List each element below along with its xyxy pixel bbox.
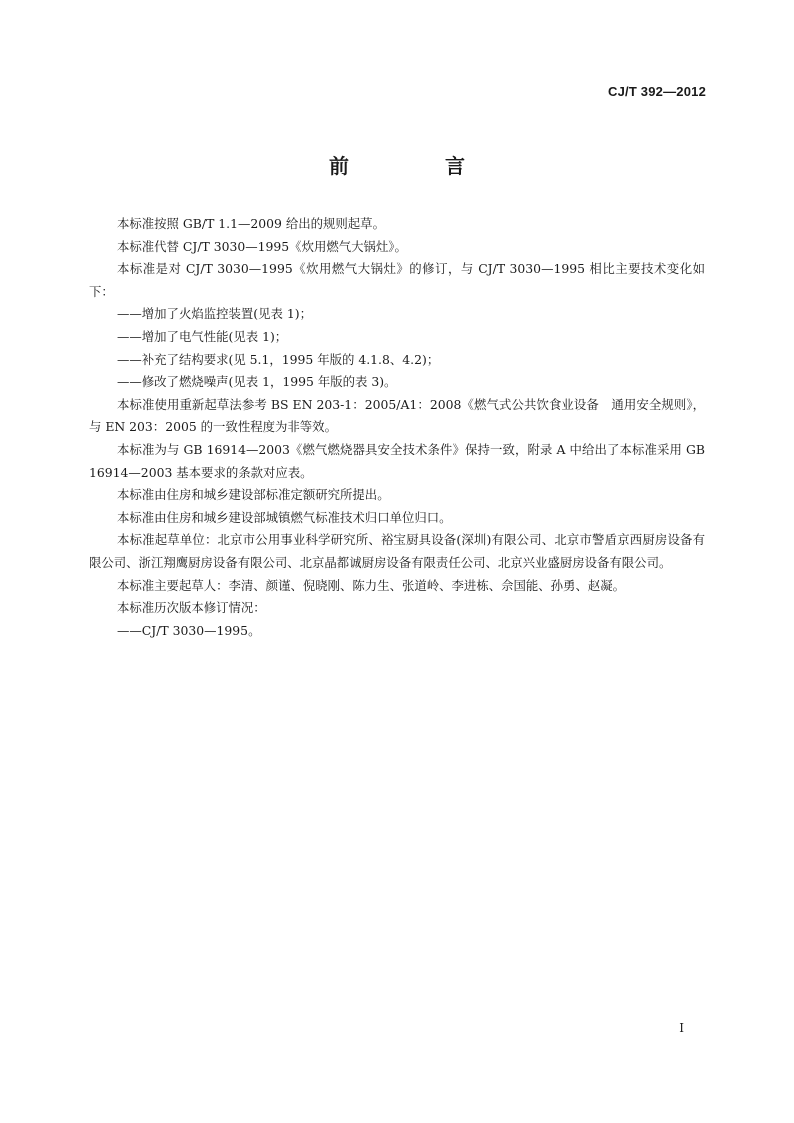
list-item-change: ——修改了燃烧噪声(见表 1，1995 年版的表 3)。 <box>117 374 397 390</box>
paragraph-consistency: 本标准为与 GB 16914—2003《燃气燃烧器具安全技术条件》保持一致，附录 A 中给出了本标准采用 GB 16914—2003 基本要求的条款对应表。 <box>89 441 705 480</box>
paragraph-drafting-rules: 本标准按照 GB/T 1.1—2009 给出的规则起草。 <box>117 216 385 231</box>
list-item-change: ——增加了火焰监控装置(见表 1)； <box>117 306 312 322</box>
list-item-change: ——补充了结构要求(见 5.1，1995 年版的 4.1.8、4.2)； <box>117 351 440 367</box>
paragraph-drafting-units: 本标准起草单位：北京市公用事业科学研究所、裕宝厨具设备(深圳)有限公司、北京市警盾京西厨房设备有限公司、浙江翔鹰厨房设备有限公司、北京晶都诚厨房设备有限责任公司、北京兴业盛厨房设备有限公司。 <box>89 532 705 570</box>
paragraph-revision-summary: 本标准是对 CJ/T 3030—1995《炊用燃气大锅灶》的修订，与 CJ/T 3030—1995 相比主要技术变化如下： <box>89 261 705 299</box>
page-number: I <box>679 1021 684 1035</box>
paragraph-revision-history: 本标准历次版本修订情况： <box>117 600 266 616</box>
page-title: 前 言 <box>329 154 503 178</box>
paragraph-reference-standard: 本标准使用重新起草法参考 BS EN 203-1：2005/A1：2008《燃气式公共饮食业设备 通用安全规则》，与 EN 203：2005 的一致性程度为非等效。 <box>89 396 705 435</box>
list-item-previous-edition: ——CJ/T 3030—1995。 <box>117 622 261 638</box>
paragraph-administered-by: 本标准由住房和城乡建设部城镇燃气标准技术归口单位归口。 <box>117 509 452 525</box>
standard-code: CJ/T 392—2012 <box>608 84 706 99</box>
paragraph-proposed-by: 本标准由住房和城乡建设部标准定额研究所提出。 <box>117 487 390 503</box>
foreword-body <box>89 213 705 642</box>
paragraph-drafters: 本标准主要起草人：李清、颜谨、倪晓刚、陈力生、张道岭、李进栋、佘国能、孙勇、赵凝。 <box>117 577 626 593</box>
list-item-change: ——增加了电气性能(见表 1)； <box>117 328 288 344</box>
paragraph-replaces: 本标准代替 CJ/T 3030—1995《炊用燃气大锅灶》。 <box>117 238 407 254</box>
